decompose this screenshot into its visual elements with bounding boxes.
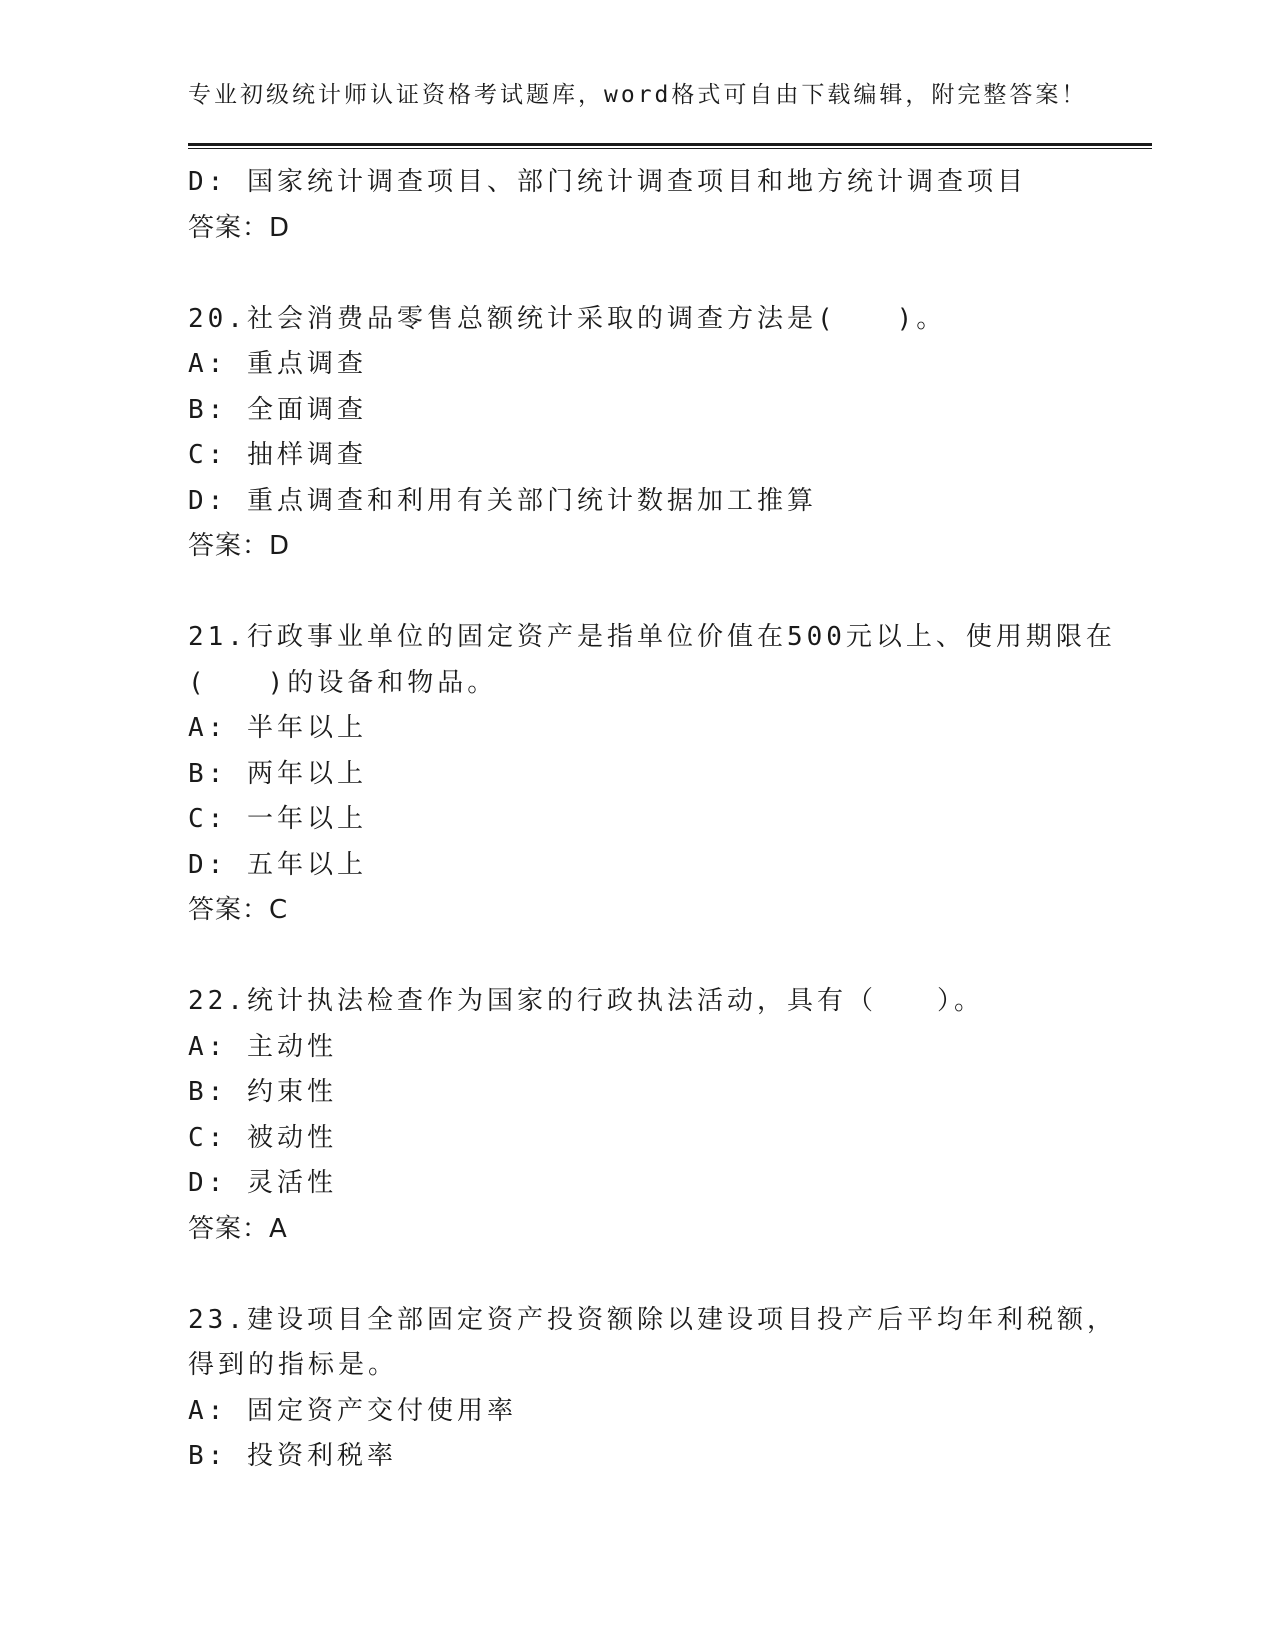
question-stem: 20.社会消费品零售总额统计采取的调查方法是( )。 <box>188 303 947 334</box>
answer-line: 答案：A <box>188 1213 288 1244</box>
option-a: A: 主动性 <box>188 1031 337 1062</box>
option-d: D: 灵活性 <box>188 1168 337 1198</box>
option-a: A: 半年以上 <box>188 713 367 743</box>
answer-line: 答案：D <box>188 531 291 561</box>
option-a: A: 重点调查 <box>188 349 367 379</box>
option-b: B: 投资利税率 <box>188 1441 397 1471</box>
question-stem-continued: ( )的设备和物品。 <box>188 667 498 698</box>
question-22 <box>188 979 1088 1252</box>
option-b: B: 约束性 <box>188 1077 337 1107</box>
header-divider <box>188 143 1152 149</box>
option-d: D: 国家统计调查项目、部门统计调查项目和地方统计调查项目 <box>188 167 1027 197</box>
spacer <box>188 570 1088 616</box>
spacer <box>188 1252 1088 1298</box>
question-stem: 23.建设项目全部固定资产投资额除以建设项目投产后平均年利税额， <box>188 1304 1117 1335</box>
spacer <box>188 251 1088 297</box>
question-stem: 22.统计执法检查作为国家的行政执法活动，具有（ ）。 <box>188 986 984 1016</box>
option-c: C: 一年以上 <box>188 804 367 834</box>
answer-line: 答案：C <box>188 895 289 925</box>
option-d: D: 五年以上 <box>188 849 367 880</box>
spacer <box>188 934 1088 980</box>
option-b: B: 两年以上 <box>188 758 367 789</box>
option-c: C: 被动性 <box>188 1122 337 1153</box>
option-b: B: 全面调查 <box>188 394 367 425</box>
option-a: A: 固定资产交付使用率 <box>188 1395 517 1426</box>
question-23 <box>188 1298 1117 1480</box>
question-20 <box>188 297 1088 570</box>
question-21 <box>188 615 1116 934</box>
page-header: 专业初级统计师认证资格考试题库，word格式可自由下载编辑，附完整答案！ <box>188 82 1088 108</box>
question-stem-continued: 得到的指标是。 <box>188 1350 399 1380</box>
option-d: D: 重点调查和利用有关部门统计数据加工推算 <box>188 485 817 516</box>
question-stem: 21.行政事业单位的固定资产是指单位价值在500元以上、使用期限在 <box>188 622 1116 652</box>
document-body <box>188 160 1117 1480</box>
answer-line: 答案：D <box>188 212 291 243</box>
option-c: C: 抽样调查 <box>188 440 367 470</box>
